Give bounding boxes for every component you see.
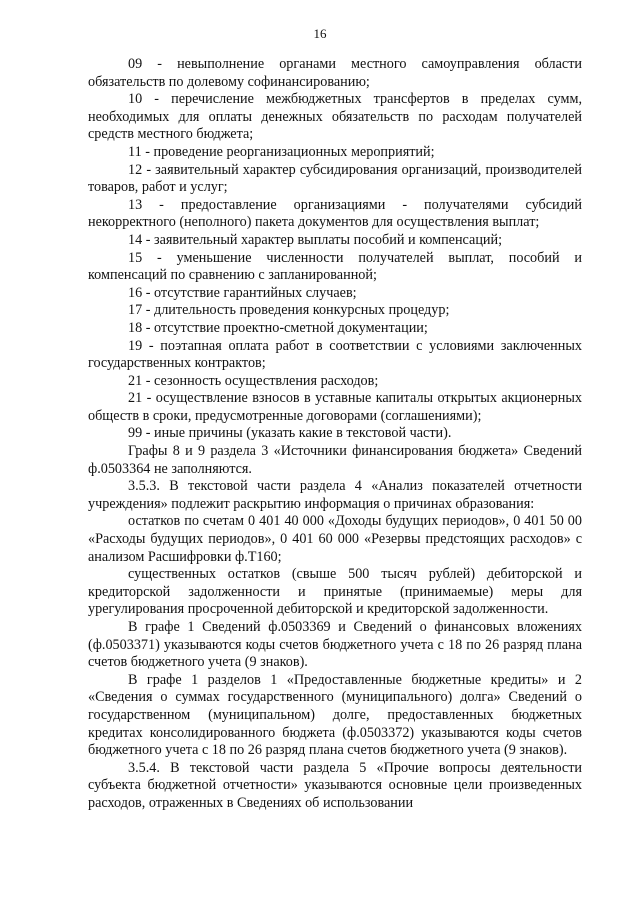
paragraph-form-0503372: В графе 1 разделов 1 «Предоставленные бюджетные кредиты» и 2 «Сведения о суммах государственного (муниципального) долга» Сведений о государственном (муниципальном) долге, предоставленных бюджетных кредитах консолидированного бюджета (ф.0503372) указываются коды счетов бюджетного учета с 18 по 26 разряд плана счетов бюджетного учета (9 знаков). <box>88 671 582 759</box>
paragraph-reason-15: 15 - уменьшение численности получателей выплат, пособий и компенсаций по сравнению с запланированной; <box>88 249 582 284</box>
page-number: 16 <box>313 26 327 41</box>
paragraph-form-0503369: В графе 1 Сведений ф.0503369 и Сведений о финансовых вложениях (ф.0503371) указываются коды счетов бюджетного учета с 18 по 26 разряд плана счетов бюджетного учета (9 знаков). <box>88 619 582 671</box>
paragraph-reason-14: 14 - заявительный характер выплаты пособий и компенсаций; <box>128 231 503 248</box>
paragraph-3-5-3: 3.5.3. В текстовой части раздела 4 «Анализ показателей отчетности учреждения» подлежит раскрытию информация о причинах образования: <box>88 478 582 512</box>
paragraph-reason-18: 18 - отсутствие проектно-сметной документации; <box>128 319 428 336</box>
paragraph-receivables-payables: существенных остатков (свыше 500 тысяч рублей) дебиторской и кредиторской задолженности и принятые (принимаемые) меры для урегулирования просроченной дебиторской и кредиторской задолженности. <box>88 566 582 618</box>
paragraph-reason-17: 17 - длительность проведения конкурсных процедур; <box>128 302 450 319</box>
paragraph-account-balances: остатков по счетам 0 401 40 000 «Доходы будущих периодов», 0 401 50 00 «Расходы будущих периодов», 0 401 60 000 «Резервы предстоящих расходов» с анализом Расшифровки ф.Т160; <box>88 513 582 565</box>
document-body <box>88 56 582 813</box>
paragraph-reason-13: 13 - предоставление организациями - получателями субсидий некорректного (неполного) пакета документов для осуществления выплат; <box>88 196 582 231</box>
paragraph-reason-21-contributions: 21 - осуществление взносов в уставные капиталы открытых акционерных обществ в сроки, предусмотренные договорами (соглашениями); <box>88 390 582 424</box>
paragraph-columns-8-9: Графы 8 и 9 раздела 3 «Источники финансирования бюджета» Сведений ф.0503364 не заполняются. <box>88 443 582 477</box>
paragraph-3-5-4: 3.5.4. В текстовой части раздела 5 «Прочие вопросы деятельности субъекта бюджетной отчетности» указываются основные цели произведенных расходов, отраженных в Сведениях об использовании <box>88 759 582 811</box>
paragraph-reason-11: 11 - проведение реорганизационных мероприятий; <box>128 143 435 160</box>
paragraph-reason-12: 12 - заявительный характер субсидирования организаций, производителей товаров, работ и услуг; <box>88 161 582 196</box>
paragraph-reason-21-seasonality: 21 - сезонность осуществления расходов; <box>128 372 379 389</box>
paragraph-reason-09: 09 - невыполнение органами местного самоуправления области обязательств по долевому софинансированию; <box>88 56 582 90</box>
paragraph-reason-19: 19 - поэтапная оплата работ в соответствии с условиями заключенных государственных контрактов; <box>88 337 582 372</box>
paragraph-reason-16: 16 - отсутствие гарантийных случаев; <box>128 284 357 301</box>
paragraph-reason-99: 99 - иные причины (указать какие в текстовой части). <box>128 425 452 442</box>
paragraph-reason-10: 10 - перечисление межбюджетных трансфертов в пределах сумм, необходимых для оплаты денежных обязательств по расходам получателей средств местного бюджета; <box>88 91 582 143</box>
